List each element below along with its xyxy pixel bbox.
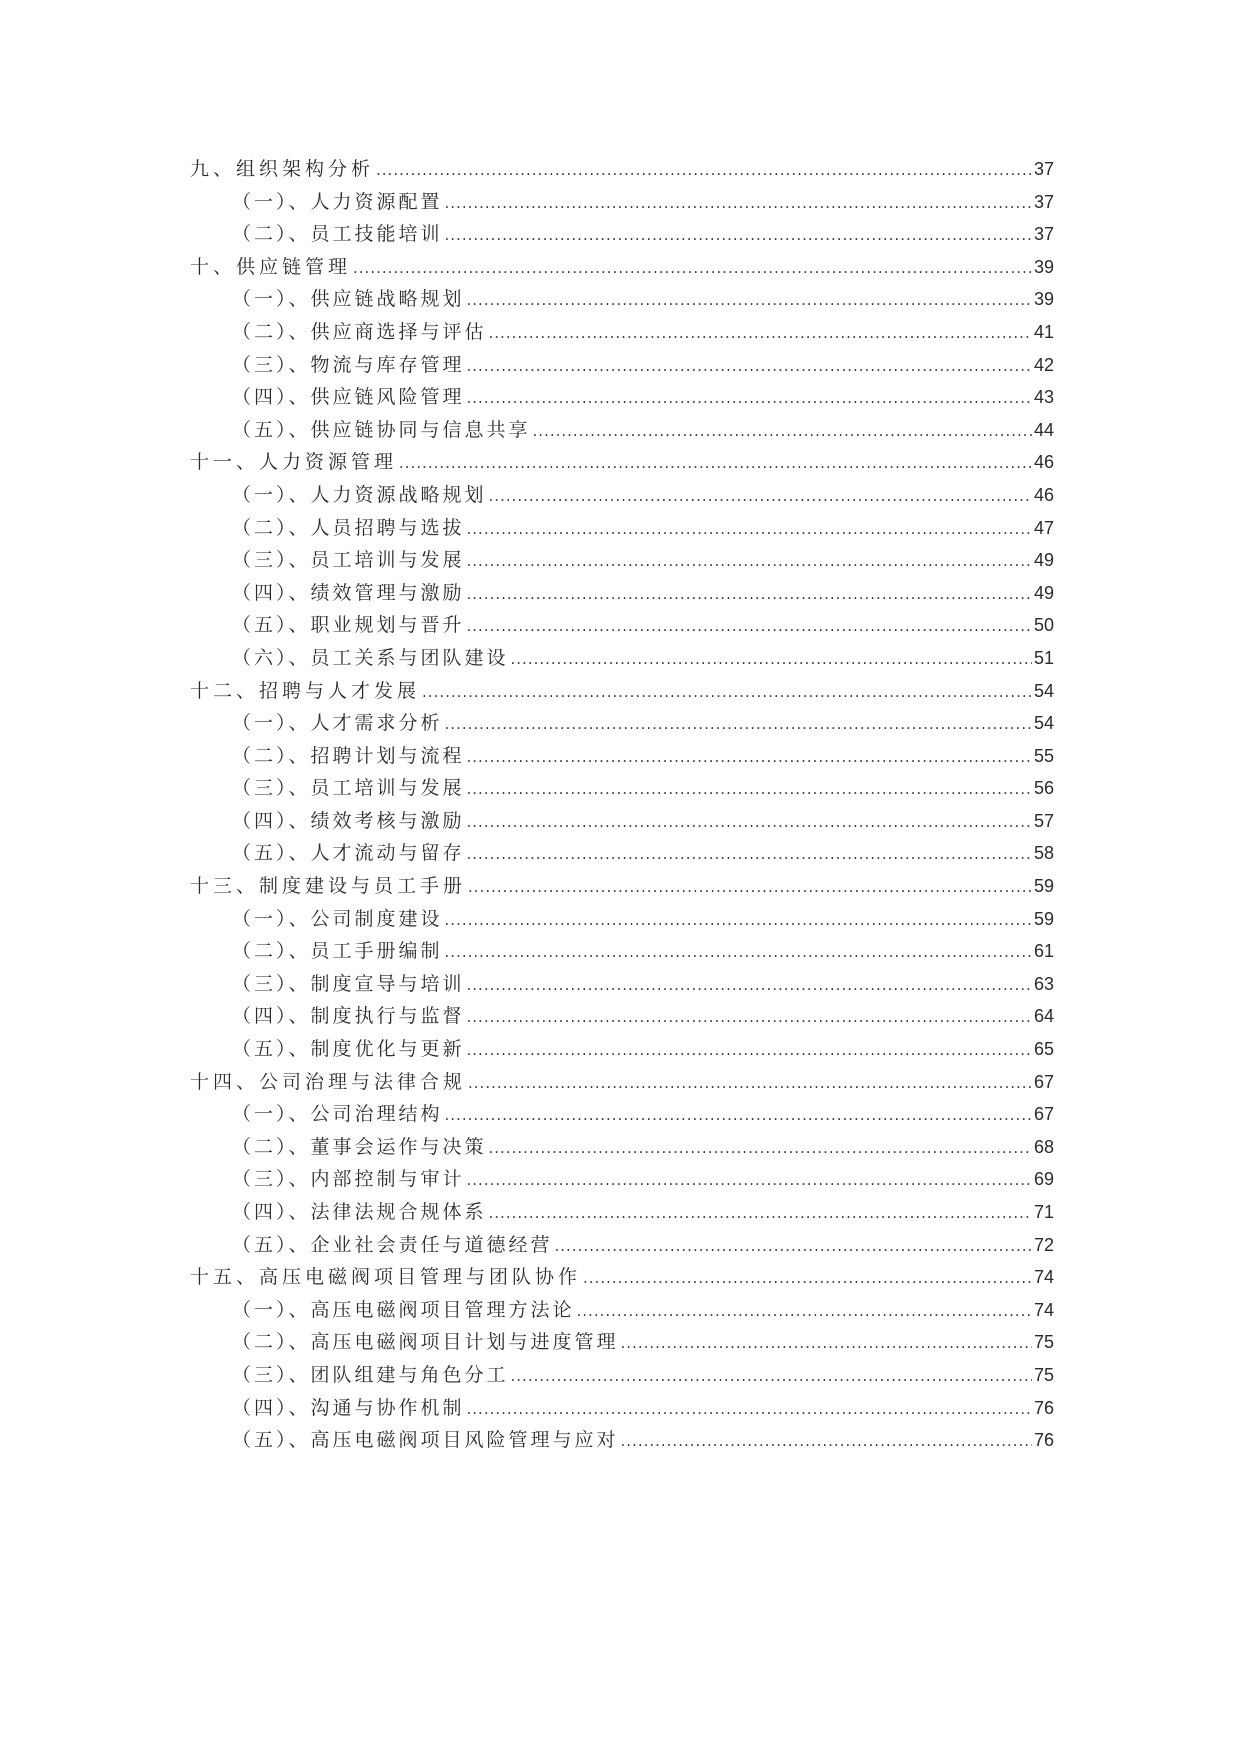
- toc-entry-page-number: 67: [1033, 1104, 1054, 1125]
- toc-chapter-entry[interactable]: [190, 153, 1054, 186]
- toc-entry-title: （三）、员工培训与发展: [232, 549, 465, 572]
- toc-entry-page-number: 76: [1033, 1397, 1054, 1418]
- toc-section-entry[interactable]: [190, 1229, 1054, 1262]
- toc-entry-title: （五）、人才流动与留存: [232, 842, 465, 865]
- toc-dot-leader: [467, 838, 1032, 871]
- toc-entry-page-number: 51: [1033, 647, 1054, 668]
- toc-chapter-entry[interactable]: [190, 675, 1054, 708]
- toc-entry-title: （四）、制度执行与监督: [232, 1005, 465, 1028]
- toc-dot-leader: [467, 350, 1032, 383]
- toc-entry-title: （四）、绩效管理与激励: [232, 581, 465, 604]
- toc-entry-page-number: 58: [1033, 843, 1054, 864]
- toc-section-entry[interactable]: [190, 968, 1054, 1001]
- toc-entry-page-number: 57: [1033, 810, 1054, 831]
- toc-entry-page-number: 74: [1033, 1299, 1054, 1320]
- toc-section-entry[interactable]: [190, 1163, 1054, 1196]
- toc-dot-leader: [376, 154, 1032, 187]
- toc-dot-leader: [621, 1327, 1032, 1360]
- toc-entry-page-number: 54: [1033, 713, 1054, 734]
- toc-section-entry[interactable]: [190, 935, 1054, 968]
- toc-dot-leader: [467, 610, 1032, 643]
- toc-entry-title: （二）、供应商选择与评估: [232, 320, 487, 343]
- toc-dot-leader: [445, 708, 1032, 741]
- toc-dot-leader: [621, 1425, 1032, 1458]
- toc-entry-title: （四）、沟通与协作机制: [232, 1396, 465, 1419]
- toc-dot-leader: [583, 1262, 1032, 1295]
- toc-entry-page-number: 67: [1033, 1071, 1054, 1092]
- toc-entry-title: （二）、招聘计划与流程: [232, 744, 465, 767]
- toc-dot-leader: [467, 545, 1032, 578]
- toc-dot-leader: [467, 284, 1032, 317]
- toc-section-entry[interactable]: [190, 512, 1054, 545]
- toc-entry-page-number: 44: [1033, 419, 1054, 440]
- toc-entry-page-number: 59: [1033, 908, 1054, 929]
- toc-entry-title: 十五、高压电磁阀项目管理与团队协作: [190, 1266, 582, 1289]
- toc-entry-page-number: 68: [1033, 1136, 1054, 1157]
- toc-entry-page-number: 37: [1033, 224, 1054, 245]
- toc-section-entry[interactable]: [190, 609, 1054, 642]
- toc-entry-title: （五）、企业社会责任与道德经营: [232, 1233, 553, 1256]
- toc-entry-page-number: 41: [1033, 321, 1054, 342]
- toc-section-entry[interactable]: [190, 544, 1054, 577]
- toc-entry-title: 十二、招聘与人才发展: [190, 679, 421, 702]
- toc-entry-title: （三）、内部控制与审计: [232, 1168, 465, 1191]
- toc-entry-page-number: 55: [1033, 745, 1054, 766]
- toc-section-entry[interactable]: [190, 349, 1054, 382]
- toc-entry-title: （一）、公司制度建设: [232, 907, 443, 930]
- toc-chapter-entry[interactable]: [190, 446, 1054, 479]
- toc-entry-title: 九、组织架构分析: [190, 158, 375, 180]
- toc-section-entry[interactable]: [190, 186, 1054, 219]
- toc-dot-leader: [577, 1295, 1032, 1328]
- toc-section-entry[interactable]: [190, 1424, 1054, 1457]
- toc-dot-leader: [468, 871, 1032, 904]
- toc-entry-title: （五）、职业规划与晋升: [232, 614, 465, 637]
- toc-entry-page-number: 37: [1033, 191, 1054, 212]
- toc-dot-leader: [467, 382, 1032, 415]
- toc-section-entry[interactable]: [190, 577, 1054, 610]
- toc-dot-leader: [555, 1230, 1032, 1263]
- toc-dot-leader: [489, 1132, 1032, 1165]
- toc-entry-page-number: 56: [1033, 778, 1054, 799]
- toc-entry-title: （一）、公司治理结构: [232, 1103, 443, 1126]
- toc-entry-page-number: 61: [1033, 941, 1054, 962]
- toc-chapter-entry[interactable]: [190, 1066, 1054, 1099]
- toc-entry-title: （一）、人力资源战略规划: [232, 483, 487, 506]
- toc-dot-leader: [445, 904, 1032, 937]
- toc-section-entry[interactable]: [190, 283, 1054, 316]
- toc-entry-page-number: 43: [1033, 387, 1054, 408]
- toc-entry-title: （三）、制度宣导与培训: [232, 972, 465, 995]
- toc-dot-leader: [422, 676, 1032, 709]
- toc-dot-leader: [511, 643, 1032, 676]
- toc-entry-title: （一）、高压电磁阀项目管理方法论: [232, 1298, 575, 1321]
- toc-section-entry[interactable]: [190, 381, 1054, 414]
- toc-dot-leader: [467, 578, 1032, 611]
- toc-section-entry[interactable]: [190, 805, 1054, 838]
- toc-dot-leader: [445, 187, 1032, 220]
- toc-entry-title: （五）、供应链协同与信息共享: [232, 418, 531, 441]
- toc-section-entry[interactable]: [190, 903, 1054, 936]
- toc-dot-leader: [445, 219, 1032, 252]
- toc-entry-title: 十、供应链管理: [190, 255, 352, 278]
- toc-section-entry[interactable]: [190, 1000, 1054, 1033]
- toc-dot-leader: [445, 1099, 1032, 1132]
- toc-section-entry[interactable]: [190, 1359, 1054, 1392]
- toc-section-entry[interactable]: [190, 1131, 1054, 1164]
- toc-section-entry[interactable]: [190, 837, 1054, 870]
- toc-entry-page-number: 71: [1033, 1202, 1054, 1222]
- toc-entry-page-number: 49: [1033, 582, 1054, 603]
- toc-entry-title: （二）、人员招聘与选拔: [232, 516, 465, 539]
- toc-section-entry[interactable]: [190, 1294, 1054, 1327]
- toc-section-entry[interactable]: [190, 1392, 1054, 1425]
- toc-section-entry[interactable]: [190, 1098, 1054, 1131]
- toc-entry-page-number: 69: [1033, 1169, 1054, 1190]
- toc-entry-page-number: 75: [1033, 1332, 1054, 1353]
- toc-entry-page-number: 64: [1033, 1006, 1054, 1027]
- toc-entry-title: （五）、高压电磁阀项目风险管理与应对: [232, 1429, 619, 1452]
- toc-entry-page-number: 54: [1033, 680, 1054, 701]
- toc-entry-page-number: 46: [1033, 484, 1054, 505]
- toc-entry-title: （一）、人力资源配置: [232, 190, 443, 213]
- toc-section-entry[interactable]: [190, 707, 1054, 740]
- toc-entry-title: （六）、员工关系与团队建设: [232, 646, 509, 669]
- toc-dot-leader: [467, 1034, 1032, 1067]
- toc-dot-leader: [489, 480, 1032, 513]
- toc-section-entry[interactable]: [190, 1326, 1054, 1359]
- toc-entry-page-number: 59: [1033, 876, 1054, 897]
- toc-entry-title: （二）、董事会运作与决策: [232, 1135, 487, 1158]
- toc-dot-leader: [533, 415, 1032, 448]
- toc-entry-page-number: 39: [1033, 289, 1054, 310]
- toc-entry-title: （三）、物流与库存管理: [232, 353, 465, 376]
- toc-chapter-entry[interactable]: [190, 251, 1054, 284]
- toc-section-entry[interactable]: [190, 740, 1054, 773]
- toc-dot-leader: [467, 1393, 1032, 1426]
- toc-dot-leader: [489, 317, 1032, 350]
- toc-entry-title: （三）、团队组建与角色分工: [232, 1363, 509, 1386]
- toc-entry-page-number: 72: [1033, 1234, 1054, 1255]
- toc-section-entry[interactable]: [190, 1196, 1054, 1229]
- toc-entry-title: （二）、员工技能培训: [232, 223, 443, 246]
- toc-section-entry[interactable]: [190, 642, 1054, 675]
- toc-section-entry[interactable]: [190, 316, 1054, 349]
- toc-dot-leader: [489, 1197, 1032, 1230]
- toc-chapter-entry[interactable]: [190, 870, 1054, 903]
- toc-section-entry[interactable]: [190, 1033, 1054, 1066]
- toc-entry-page-number: 46: [1033, 452, 1054, 473]
- toc-dot-leader: [467, 1001, 1032, 1034]
- toc-dot-leader: [467, 513, 1032, 546]
- toc-entry-title: （五）、制度优化与更新: [232, 1038, 465, 1061]
- toc-entry-page-number: 39: [1033, 256, 1054, 277]
- toc-dot-leader: [467, 969, 1032, 1002]
- toc-section-entry[interactable]: [190, 479, 1054, 512]
- toc-entry-page-number: 50: [1033, 615, 1054, 636]
- toc-entry-title: （四）、绩效考核与激励: [232, 809, 465, 832]
- toc-dot-leader: [467, 773, 1032, 806]
- toc-section-entry[interactable]: [190, 218, 1054, 251]
- toc-entry-title: （一）、人才需求分析: [232, 712, 443, 735]
- toc-entry-title: （二）、高压电磁阀项目计划与进度管理: [232, 1331, 619, 1354]
- toc-dot-leader: [467, 741, 1032, 774]
- toc-entry-title: （二）、员工手册编制: [232, 940, 443, 963]
- toc-entry-title: 十三、制度建设与员工手册: [190, 875, 467, 898]
- toc-section-entry[interactable]: [190, 414, 1054, 447]
- toc-dot-leader: [468, 1067, 1032, 1100]
- toc-entry-page-number: 37: [1033, 159, 1054, 179]
- toc-entry-title: （四）、法律法规合规体系: [232, 1201, 487, 1223]
- toc-entry-page-number: 49: [1033, 550, 1054, 571]
- toc-entry-page-number: 76: [1033, 1430, 1054, 1451]
- toc-entry-page-number: 75: [1033, 1364, 1054, 1385]
- toc-entry-title: （一）、供应链战略规划: [232, 288, 465, 311]
- toc-dot-leader: [511, 1360, 1032, 1393]
- toc-dot-leader: [467, 1164, 1032, 1197]
- toc-entry-page-number: 47: [1033, 517, 1054, 538]
- toc-entry-title: （四）、供应链风险管理: [232, 386, 465, 409]
- toc-dot-leader: [353, 252, 1032, 285]
- toc-entry-page-number: 63: [1033, 973, 1054, 994]
- toc-dot-leader: [445, 936, 1032, 969]
- toc-entry-title: 十一、人力资源管理: [190, 451, 398, 474]
- toc-dot-leader: [467, 806, 1032, 839]
- toc-dot-leader: [399, 447, 1032, 480]
- toc-entry-title: （三）、员工培训与发展: [232, 777, 465, 800]
- toc-entry-page-number: 65: [1033, 1039, 1054, 1060]
- toc-section-entry[interactable]: [190, 772, 1054, 805]
- toc-entry-page-number: 42: [1033, 354, 1054, 375]
- toc-entry-page-number: 74: [1033, 1267, 1054, 1288]
- toc-chapter-entry[interactable]: [190, 1261, 1054, 1294]
- table-of-contents: [190, 153, 1054, 1457]
- toc-entry-title: 十四、公司治理与法律合规: [190, 1070, 467, 1093]
